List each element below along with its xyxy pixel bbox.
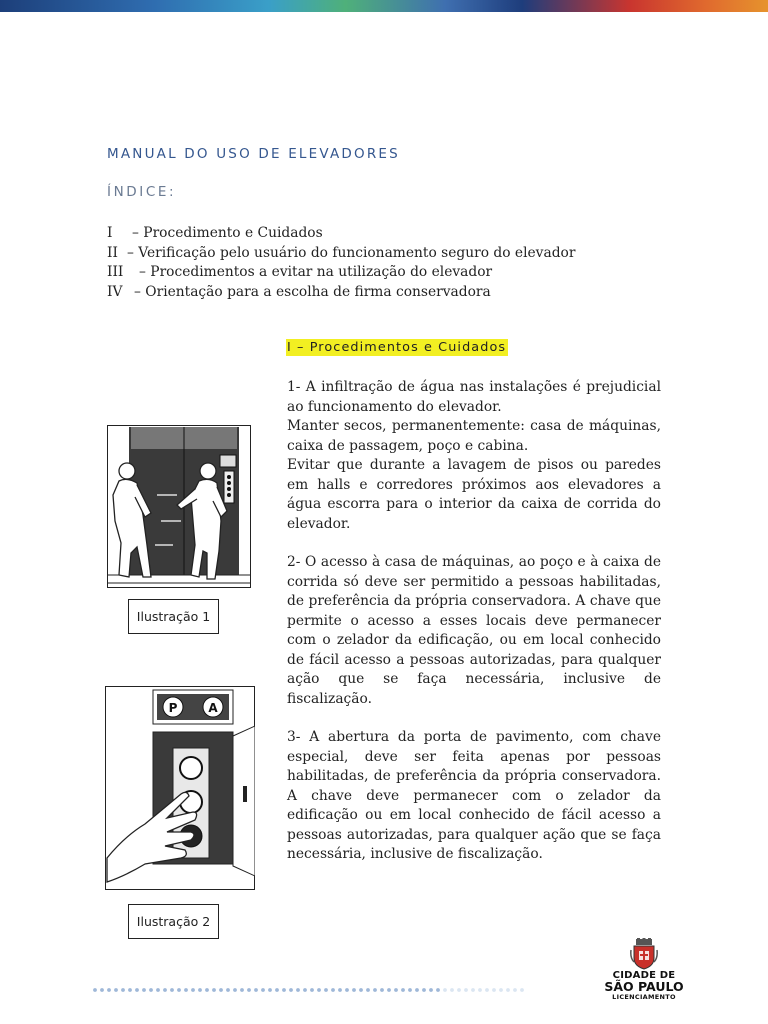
top-color-bar <box>0 0 768 12</box>
index-numeral: IV <box>107 283 123 300</box>
illustration-people-elevator-icon <box>107 425 251 588</box>
index-list <box>107 224 575 302</box>
paragraph-line: 2- O acesso à casa de máquinas, ao poço e à caixa de corrida só deve ser permitido a pessoas habilitadas, de preferência da própria conservadora. A chave que permite o acesso a esses locais deve permanecer com o zelador da edificação, ou em local conhecido de fácil acesso a pessoas autorizadas, para qualquer ação que se faça necessária, inclusive de fiscalização. <box>287 554 661 707</box>
index-item <box>107 263 575 283</box>
paragraph-line: Manter secos, permanentemente: casa de máquinas, caixa de passagem, poço e cabina. <box>287 418 661 454</box>
paragraph-3 <box>287 728 661 865</box>
index-item <box>107 224 575 244</box>
index-item <box>107 283 575 303</box>
index-numeral: I <box>107 225 113 241</box>
index-text: – Procedimentos a evitar na utilização do elevador <box>139 264 493 280</box>
paragraph-1 <box>287 378 661 534</box>
logo-line-1: CIDADE DE <box>612 970 676 981</box>
logo-line-3: LICENCIAMENTO <box>612 993 676 1001</box>
illustration-1-caption: Ilustração 1 <box>128 599 219 634</box>
cidade-sao-paulo-logo <box>604 938 684 1010</box>
index-numeral: II <box>107 244 118 261</box>
coat-of-arms-icon <box>630 938 658 970</box>
paragraph-line: Evitar que durante a lavagem de pisos ou paredes em halls e corredores próximos aos elevadores a água escorra para o interior da caixa de corrida do elevador. <box>287 457 661 532</box>
button-label-a: A <box>208 701 218 715</box>
paragraph-line: 3- A abertura da porta de pavimento, com chave especial, deve ser feita apenas por pessoas habilitadas, de preferência da própria conservadora. A chave deve permanecer com o zelador da edificação ou em local conhecido de fácil acesso a pessoas autorizadas, para qualquer ação que se faça necessária, inclusive de fiscalização. <box>287 729 661 862</box>
section-heading: I – Procedimentos e Cuidados <box>287 340 507 355</box>
illustration-hand-panel-icon <box>105 686 255 890</box>
button-label-p: P <box>168 701 178 715</box>
index-text: – Orientação para a escolha de firma conservadora <box>134 283 491 300</box>
index-item <box>107 244 575 264</box>
index-text: – Verificação pelo usuário do funcionamento seguro do elevador <box>127 244 576 261</box>
footer-dotted-line <box>92 985 532 995</box>
illustration-2-caption: Ilustração 2 <box>128 904 219 939</box>
index-numeral: III <box>107 264 124 280</box>
document-title: MANUAL DO USO DE ELEVADORES <box>107 146 400 162</box>
paragraph-2 <box>287 553 661 709</box>
index-heading: ÍNDICE: <box>107 184 177 200</box>
index-text: – Procedimento e Cuidados <box>132 225 323 241</box>
paragraph-line: 1- A infiltração de água nas instalações é prejudicial ao funcionamento do elevador. <box>287 379 661 415</box>
logo-line-2: SÃO PAULO <box>604 979 684 994</box>
